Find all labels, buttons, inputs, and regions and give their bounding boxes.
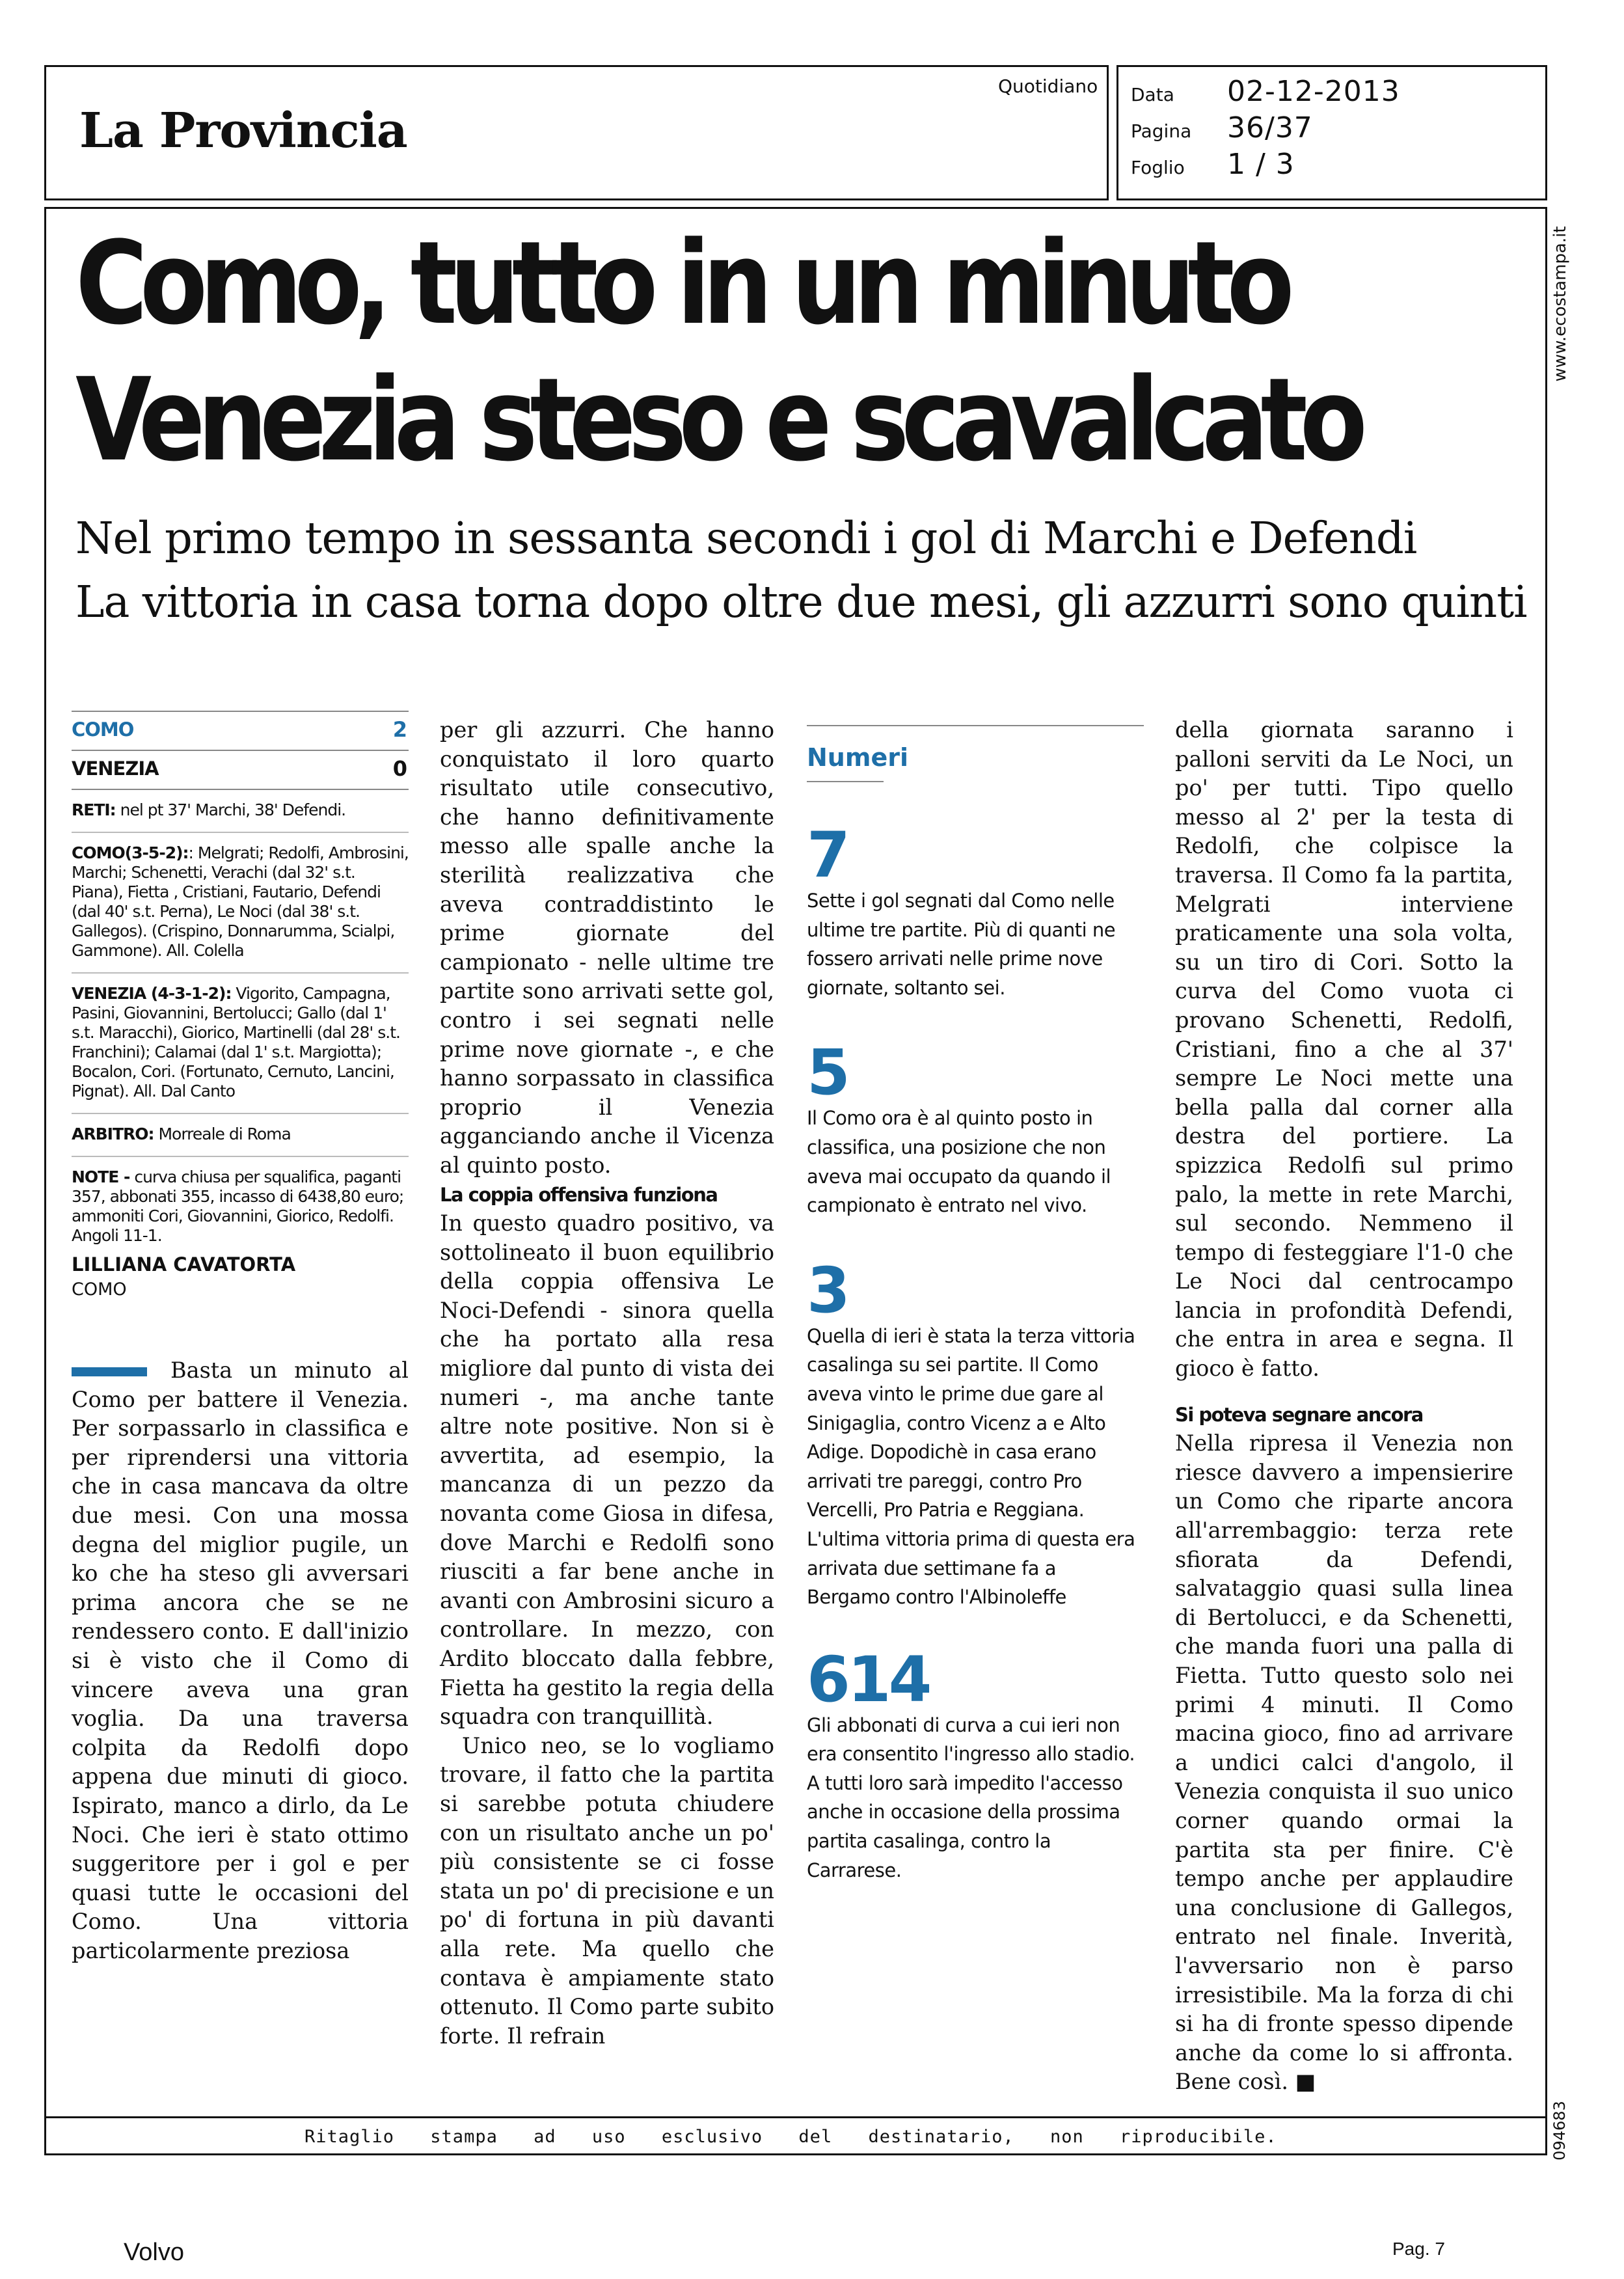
side-url-text: www.ecostampa.it (1550, 226, 1570, 382)
big-number: 3 (807, 1253, 848, 1327)
score-row-home (72, 711, 409, 750)
referee-info: ARBITRO: Morreale di Roma (72, 1125, 291, 1143)
section-subhead: La coppia offensiva funziona (440, 1183, 718, 1206)
match-notes: NOTE - curva chiusa per squalifica, paganti 357, abbonati 355, incasso di 6438,80 euro; ammoniti Cori, Giovannini, Giorico, Redolfi. Angoli 11-1. (72, 1167, 404, 1245)
meta-row-pagina (1131, 108, 1534, 144)
venezia-lineup: VENEZIA (4-3-1-2): Vigorito, Campagna, Pasini, Giovannini, Bertolucci; Gallo (dal 1' s.t. Maracchi), Giorico, Martinelli (dal 28' s.t. Franchini); Calamai (dal 1' s.t. Margiotta); Bocalon, Cori. (Fortunato, Cernuto, Lancini, Pignat). All. Dal Canto (72, 984, 400, 1100)
big-number: 5 (807, 1036, 848, 1110)
article-column-2 (440, 716, 774, 2051)
team-name: COMO (72, 718, 134, 741)
headline-line-2: Venezia steso e scavalcato (75, 353, 1360, 487)
newspaper-masthead: La Provincia (79, 103, 407, 159)
number-text: Gli abbonati di curva a cui ieri non era consentito l'ingresso allo stadio. A tutti loro sarà impedito l'accesso anche in occasione della prossima partita casalinga, contro la Carrarese. (807, 1713, 1135, 1881)
side-code-text: 094683 (1550, 2101, 1569, 2161)
lead-bar (72, 1367, 147, 1376)
big-number: 614 (807, 1643, 930, 1716)
team-goals: 0 (392, 756, 407, 781)
number-item (807, 1253, 1144, 1612)
section-subhead: Si poteva segnare ancora (1175, 1403, 1423, 1426)
publication-type: Quotidiano (998, 75, 1098, 97)
article-column-1 (72, 1356, 409, 1965)
number-item (807, 819, 1144, 1002)
divider (72, 832, 409, 833)
footer-client: Volvo (124, 2239, 184, 2266)
dateline-city: COMO (72, 1279, 127, 1300)
number-item (807, 1036, 1144, 1220)
score-row-away (72, 750, 409, 789)
paragraph: Nella ripresa il Venezia non riesce davvero a impensierire un Como che riparte ancora all'arrembaggio: terza rete sfiorata da Defendi, salvataggio quasi sulla linea di Bertolucci, e da Schenetti, che manda fuori una palla di Fietta. Tutto questo solo nei primi 4 minuti. Il Como macina gioco, fino ad arrivare a undici calci d'angolo, il Venezia conquista il suo unico corner quando ormai la partita sta per finire. C'è tempo anche per applaudire una conclusione di Gallegos, entrato nel finale. Inverità, l'avversario non è parso irresistibile. Ma la forza di chi si ha di fronte spesso dipende anche da come lo si affronta. Bene così. ■ (1175, 1430, 1513, 2095)
clip-notice: Ritaglio stampa ad uso esclusivo del destinatario, non riproducibile. (304, 2127, 1277, 2147)
goals-info: RETI: nel pt 37' Marchi, 38' Defendi. (72, 800, 346, 819)
divider (807, 781, 884, 782)
side-url (1547, 221, 1573, 390)
article-text: Basta un minuto al Como per battere il Venezia. Per sorpassarlo in classifica e per riprendersi una vittoria che in casa mancava da oltre due mesi. Con una mossa degna del miglior pugile, un ko che ha steso gli avversari prima ancora che se ne rendessero conto. E dall'inizio si è visto che il Como di vincere aveva una gran voglia. Da una traversa colpita da Redolfi dopo appena due minuti di gioco. Ispirato, manco a dirlo, da Le Noci. Che ieri è stato ottimo suggeritore per i gol e per quasi tutte le occasioni del Como. Una vittoria particolarmente preziosa (72, 1358, 409, 1963)
paragraph: In questo quadro positivo, va sottolineato il buon equilibrio della coppia offensiva Le Noci-Defendi - sinora quella che ha portato alla resa migliore dal punto di vista dei numeri -, ma anche tante altre note positive. Non si è avvertita, ad esempio, la mancanza di un pezzo da novanta come Giosa in difesa, dove Marchi e Redolfi sono riusciti a far bene anche in avanti con Ambrosini sicuro a controllare. In mezzo, con Ardito bloccato dalla febbre, Fietta ha gestito la regia della squadra con tranquillità. (440, 1210, 774, 1730)
meta-row-foglio (1131, 144, 1534, 181)
number-item (807, 1643, 1144, 1885)
divider (807, 725, 1144, 726)
number-text: Quella di ieri è stata la terza vittoria casalinga su sei partite. Il Como aveva vinto le prime due gare al Sinigaglia, contro Vicenz a e Alto Adige. Dopodichè in casa erano arrivati tre pareggi, contro Pro Vercelli, Pro Patria e Reggiana. L'ultima vittoria prima di questa era arrivata due settimane fa a Bergamo contro l'Albinoleffe (807, 1324, 1135, 1609)
headline-line-1: Como, tutto in un minuto (75, 217, 1287, 350)
article-column-4 (1175, 716, 1513, 2097)
paragraph: della giornata saranno i palloni serviti da Le Noci, un po' per tutti. Tipo quello messo al 2' per la testa di Redolfi, che colpisce la traversa. Il Como fa la partita, Melgrati interviene praticamente una sola volta, su un tiro di Cori. Sotto la curva del Como vuota ci provano Schenetti, Redolfi, Cristiani, fino a che al 37' sempre Le Noci mette una bella palla dal corner alla destra del portiere. La spizzica Redolfi sul primo palo, la mette in rete Marchi, sul secondo. Nemmeno il tempo di festeggiare l'1-0 che Le Noci dal centrocampo lancia in profondità Defendi, che entra in area e segna. Il gioco è fatto. (1175, 717, 1513, 1382)
meta-label: Pagina (1131, 120, 1192, 142)
number-text: Il Como ora è al quinto posto in classifica, una posizione che non aveva mai occupato da quando il campionato è entrato nel vivo. (807, 1107, 1111, 1217)
meta-value: 36/37 (1227, 111, 1313, 144)
meta-row-data (1131, 72, 1534, 108)
como-lineup: COMO(3-5-2):: Melgrati; Redolfi, Ambrosini, Marchi; Schenetti, Verachi (dal 32' s.t. Piana), Fietta , Cristiani, Fautario, Defendi (dal 40' s.t. Perna), Le Noci (dal 38' s.t. Gallegos). (Crispino, Donnarumma, Scialpi, Gammone). All. Colella (72, 843, 409, 960)
paragraph: Unico neo, se lo vogliamo trovare, il fatto che la partita si sarebbe potuta chiudere con un risultato anche un po' più consistente se ci fosse stata un po' di precisione e un po' di fortuna in più davanti alla rete. Ma quello che contava è ampiamente stato ottenuto. Il Como parte subito forte. Il refrain (440, 1732, 774, 2049)
paragraph: per gli azzurri. Che hanno conquistato il loro quarto risultato utile consecutivo, che hanno definitivamente messo alle spalle anche la sterilità realizzativa che aveva contraddistinto le prime giornate del campionato - nelle ultime tre partite sono arrivati sette gol, contro i sei segnati nelle prime nove giornate -, e che hanno sorpassato in classifica proprio il Venezia agganciando anche il Vicenza al quinto posto. (440, 717, 774, 1178)
divider (72, 1156, 409, 1157)
subheadline-line-1: Nel primo tempo in sessanta secondi i gol di Marchi e Defendi (75, 513, 1417, 564)
match-scorebox (72, 711, 409, 1300)
big-number: 7 (807, 819, 848, 892)
divider (72, 789, 409, 790)
team-name: VENEZIA (72, 757, 159, 780)
numbers-box (807, 725, 1144, 1885)
meta-label: Foglio (1131, 157, 1185, 178)
footer-page-number: Pag. 7 (1392, 2239, 1445, 2259)
meta-label: Data (1131, 84, 1174, 105)
team-goals: 2 (392, 717, 407, 742)
divider (72, 1113, 409, 1114)
author-byline: LILLIANA CAVATORTA (72, 1253, 296, 1276)
divider (44, 2116, 1547, 2118)
divider (72, 972, 409, 974)
side-code (1547, 2095, 1573, 2167)
numbers-title: Numeri (807, 743, 908, 772)
meta-value: 02-12-2013 (1227, 75, 1400, 108)
meta-value: 1 / 3 (1227, 148, 1295, 181)
subheadline-line-2: La vittoria in casa torna dopo oltre due mesi, gli azzurri sono quinti (75, 577, 1527, 627)
number-text: Sette i gol segnati dal Como nelle ultime tre partite. Più di quanti ne fossero arrivati nelle prime nove giornate, soltanto sei. (807, 890, 1116, 999)
